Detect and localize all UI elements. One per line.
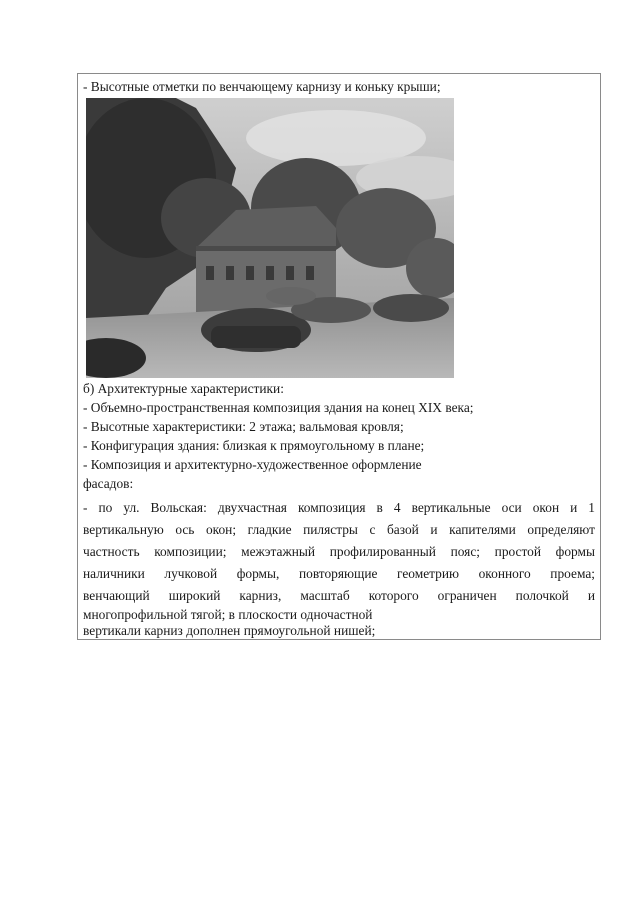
text-line-height-marks: - Высотные отметки по венчающему карнизу и коньку крыши;	[83, 79, 441, 94]
text-line-niche: вертикали карниз дополнен прямоугольной нишей;	[83, 623, 376, 638]
building-photo-image	[86, 98, 454, 378]
building-photo	[86, 98, 454, 378]
document-frame	[77, 73, 601, 640]
text-line-cornice: венчающий широкий карниз, масштаб которого ограничен полочкой и	[83, 588, 595, 603]
text-line-profile: многопрофильной тягой; в плоскости одночастной	[83, 607, 373, 622]
text-line-composition: - Композиция и архитектурно-художественное оформление	[83, 457, 422, 472]
text-line-architraves: наличники лучковой формы, повторяющие геометрию оконного проема;	[83, 566, 595, 581]
text-line-volskaya: - по ул. Вольская: двухчастная композиция в 4 вертикальные оси окон и 1	[83, 500, 595, 515]
text-line-facades: фасадов:	[83, 476, 134, 491]
text-line-heights: - Высотные характеристики: 2 этажа; вальмовая кровля;	[83, 419, 404, 434]
text-line-configuration: - Конфигурация здания: близкая к прямоугольному в плане;	[83, 438, 425, 453]
text-line-pilasters: вертикальную ось окон; гладкие пилястры с базой и капителями определяют	[83, 522, 595, 537]
text-line-volume: - Объемно-пространственная композиция здания на конец XIX века;	[83, 400, 474, 415]
text-line-arch-heading: б) Архитектурные характеристики:	[83, 381, 284, 396]
text-line-belt: частность композиции; межэтажный профилированный пояс; простой формы	[83, 544, 595, 559]
